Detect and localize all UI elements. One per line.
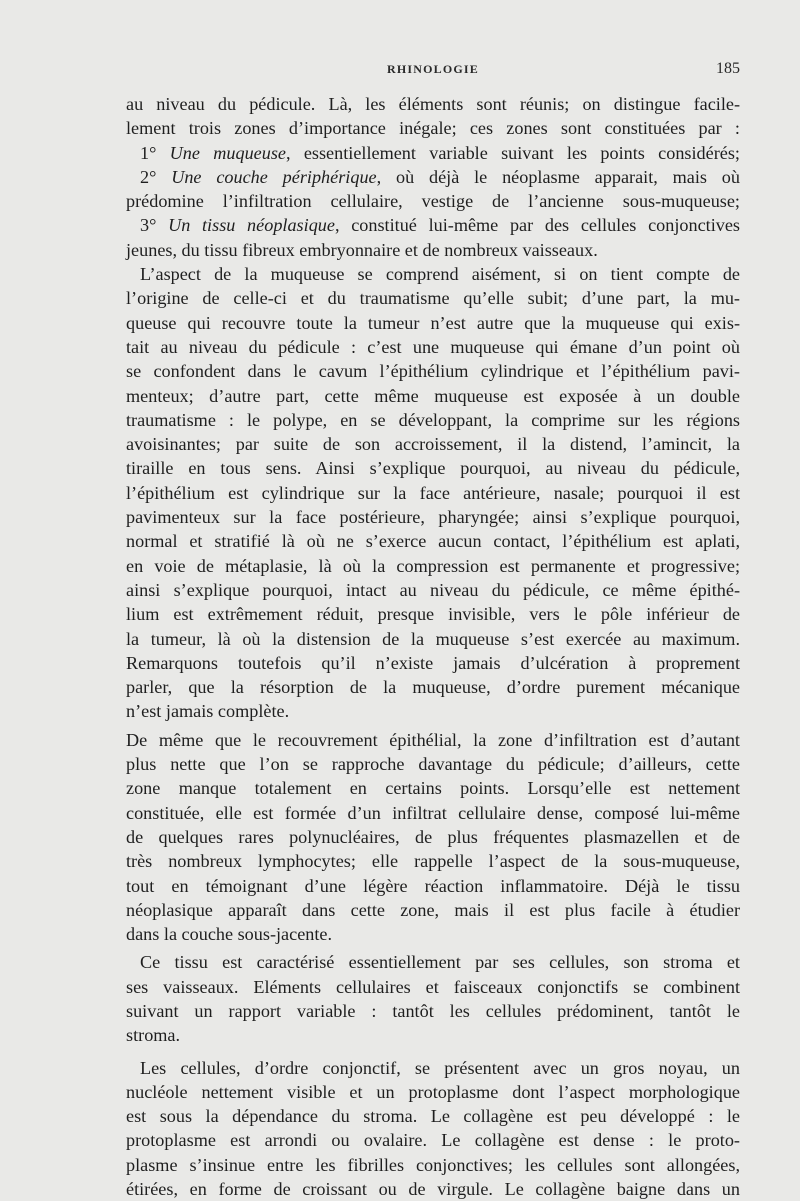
running-title: RHINOLOGIE [386,62,479,76]
text-line: en voie de métaplasie, là où la compression est permanente et progressive; [126,555,740,576]
text-line: suivant un rapport variable : tantôt les cellules prédominent, tantôt le [126,1000,740,1021]
text-line: se confondent dans le cavum l’épithélium cylindrique et l’épithélium pavi- [126,361,740,382]
text-line: traumatisme : le polype, en se développant, la comprime sur les régions [126,409,740,430]
text-line: nucléole nettement visible et un protoplasme dont l’aspect morphologique [126,1081,740,1102]
text-line: constituée, elle est formée d’un infiltrat cellulaire dense, composé lui-même [126,802,740,823]
text-line: queuse qui recouvre toute la tumeur n’est autre que la muqueuse qui exis- [126,312,740,333]
text-line: jeunes, du tissu fibreux embryonnaire et de nombreux vaisseaux. [126,239,598,260]
text-line: zone manque totalement en certains points. Lorsqu’elle est nettement [126,778,740,799]
paragraph-start: Les cellules, d’ordre conjonctif, se présentent avec un gros noyau, un [140,1057,740,1078]
text-line: normal et stratifié là où ne s’exerce aucun contact, l’épithélium est aplati, [126,531,740,552]
text-line: est sous la dépendance du stroma. Le collagène est peu développé : le [126,1106,740,1127]
running-head [126,62,740,84]
text-line: plus nette que l’on se rapproche davantage du pédicule; d’ailleurs, cette [126,754,740,775]
term-muqueuse: Une muqueuse [169,142,286,163]
text-line: lement trois zones d’importance inégale; ces zones sont constituées par : [126,118,740,139]
text-line: très nombreux lymphocytes; elle rappelle l’aspect de la sous-muqueuse, [126,851,740,872]
text-line: avoisinantes; par suite de son accroissement, il la distend, l’amincit, la [126,434,740,455]
text-line: protoplasme est arrondi ou ovalaire. Le collagène est dense : le proto- [126,1130,740,1151]
text-line: prédomine l’infiltration cellulaire, vestige de l’ancienne sous-muqueuse; [126,191,740,212]
text-line: ses vaisseaux. Eléments cellulaires et faisceaux conjonctifs se combinent [126,976,740,997]
term-couche-peripherique: Une couche périphérique [171,166,377,187]
text-line: la tumeur, là où la distension de la muqueuse s’est exercée au maximum. [126,628,740,649]
text-line: stroma. [126,1025,181,1046]
text-line: menteux; d’autre part, cette même muqueuse est exposée à un double [126,385,740,406]
text-line: lium est extrêmement réduit, presque invisible, vers le pôle inférieur de [126,604,740,625]
body-text [126,92,740,1201]
text-line: Remarquons toutefois qu’il n’existe jamais d’ulcération à proprement [126,652,740,673]
text-line: étirées, en forme de croissant ou de virgule. Le collagène baigne dans un [126,1179,740,1200]
text-line: tout en témoignant d’une légère réaction inflammatoire. Déjà le tissu [126,875,740,896]
text-line: n’est jamais complète. [126,701,290,722]
paragraph-start: L’aspect de la muqueuse se comprend aisément, si on tient compte de [140,264,740,285]
text-line: l’épithélium est cylindrique sur la face antérieure, nasale; pourquoi il est [126,482,740,503]
text-line: plasme s’insinue entre les fibrilles conjonctives; les cellules sont allongées, [126,1154,740,1175]
list-item-3: 3° Un tissu néoplasique, constitué lui-même par des cellules conjonctives [140,215,740,236]
text-line: tiraille en tous sens. Ainsi s’explique pourquoi, au niveau du pédicule, [126,458,740,479]
text-line: de quelques rares polynucléaires, de plus fréquentes plasmazellen et de [126,826,740,847]
paragraph-start: Ce tissu est caractérisé essentiellement par ses cellules, son stroma et [140,952,740,973]
text-line: l’origine de celle-ci et du traumatisme qu’elle subit; d’une part, la mu- [126,288,740,309]
term-tissu-neoplasique: Un tissu néoplasique [168,215,335,236]
text-line: au niveau du pédicule. Là, les éléments sont réunis; on distingue facile- [126,94,740,114]
text-line: parler, que la résorption de la muqueuse, d’ordre purement mécanique [126,677,740,698]
page-number: 185 [716,60,740,77]
paragraph-start: De même que le recouvrement épithélial, la zone d’infiltration est d’autant [126,729,740,750]
text-line: pavimenteux sur la face postérieure, pharyngée; ainsi s’explique pourquoi, [126,507,740,528]
text-line: ainsi s’explique pourquoi, intact au niveau du pédicule, ce même épithé- [126,579,740,600]
list-item-2: 2° Une couche périphérique, où déjà le néoplasme apparait, mais où [140,166,740,187]
text-line: néoplasique apparaît dans cette zone, mais il est plus facile à étudier [126,899,740,920]
list-item-1: 1° Une muqueuse, essentiellement variable suivant les points considérés; [140,142,740,163]
text-line: dans la couche sous-jacente. [126,924,333,945]
text-line: tait au niveau du pédicule : c’est une muqueuse qui émane d’un point où [126,336,740,357]
